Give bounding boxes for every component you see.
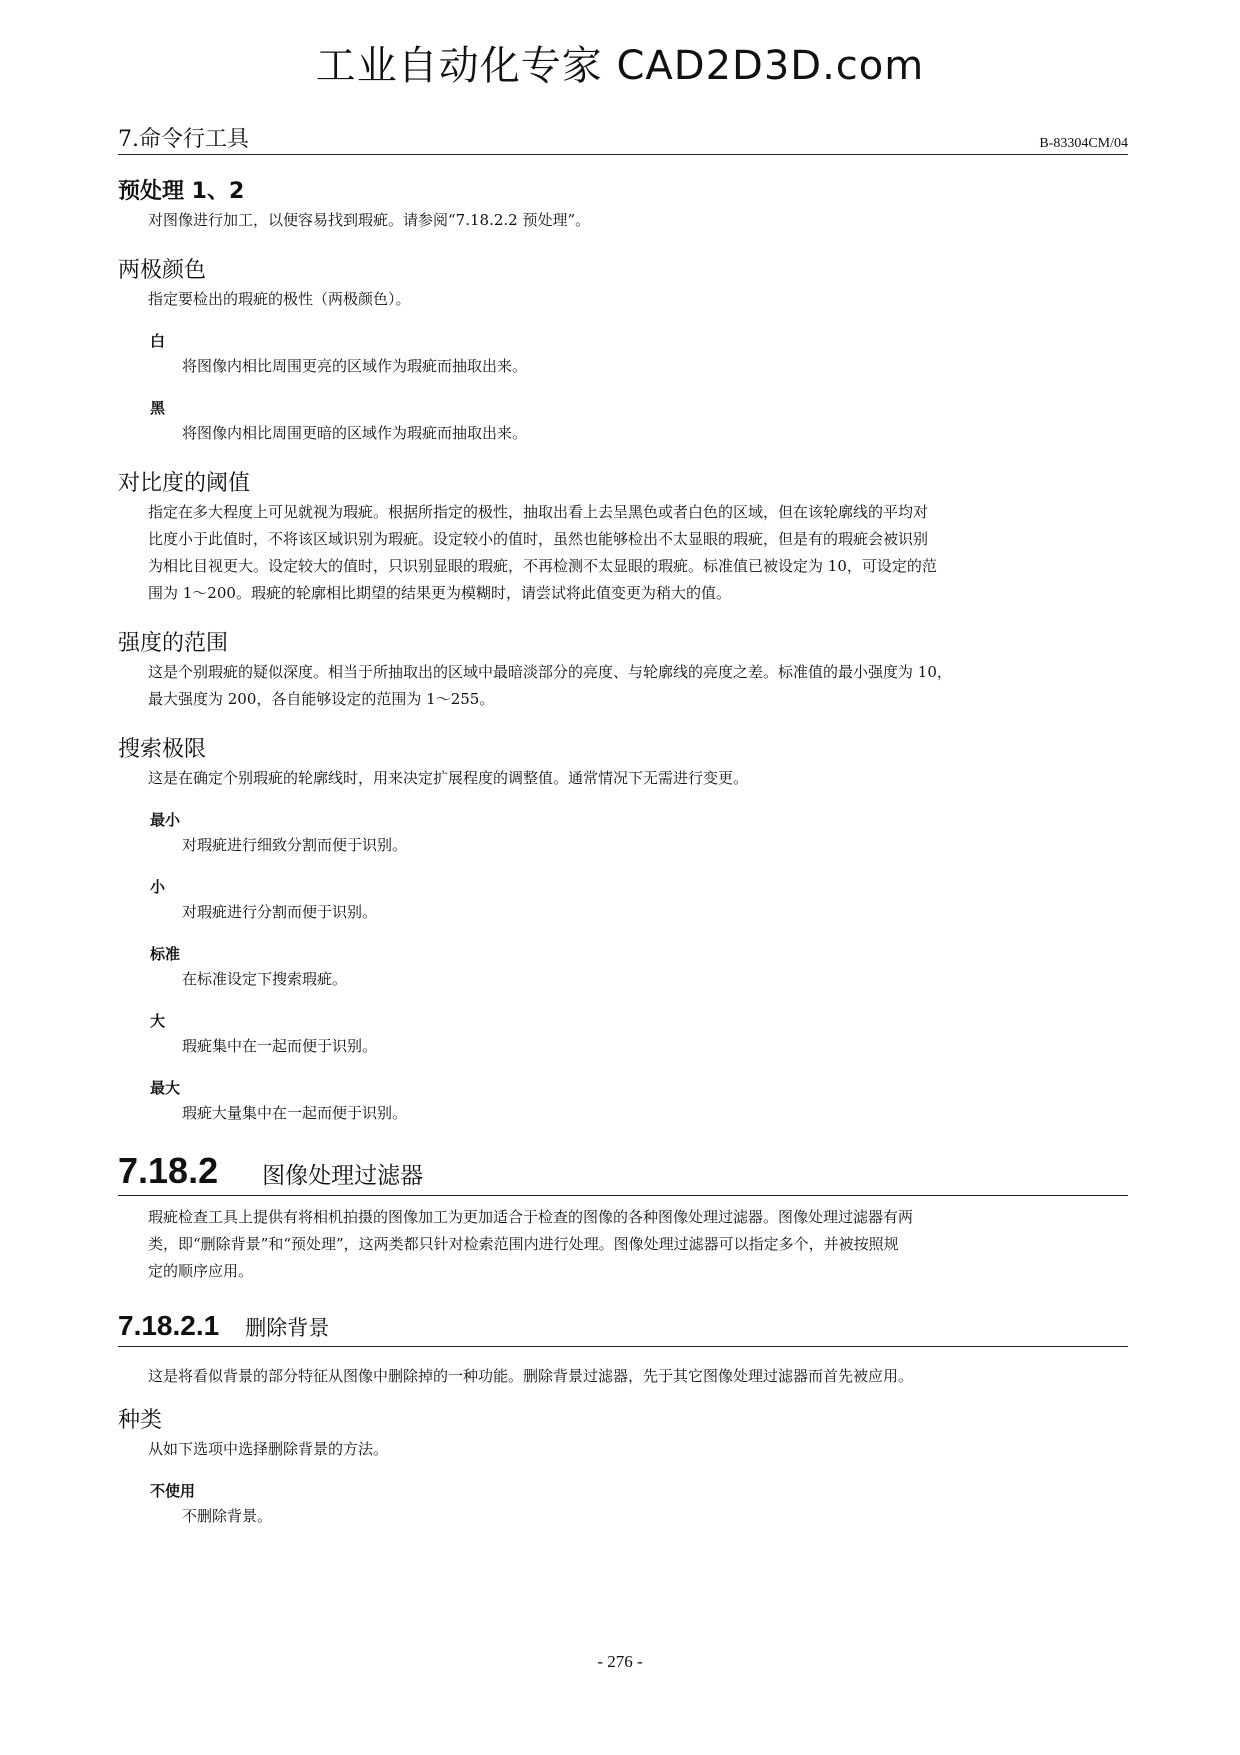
polarity-text: 指定要检出的瑕疵的极性（两极颜色）。: [148, 290, 411, 308]
section-heading: [118, 1149, 1128, 1196]
search-limit-option-text: 在标准设定下搜索瑕疵。: [182, 970, 348, 988]
contrast-block: [118, 469, 1128, 607]
search-limit-option-text: 对瑕疵进行分割而便于识别。: [182, 903, 378, 921]
search-limit-heading: 搜索极限: [118, 737, 207, 762]
contrast-line: 围为 1～200。瑕疵的轮廓相比期望的结果更为模糊时，请尝试将此值变更为稍大的值。: [148, 584, 731, 602]
polarity-heading: 两极颜色: [118, 258, 207, 283]
section-number: 7.18.2: [118, 1150, 219, 1191]
document-number: B-83304CM/04: [1039, 136, 1128, 151]
polarity-option-text: 将图像内相比周围更暗的区域作为瑕疵而抽取出来。: [182, 424, 528, 442]
contrast-line: 为相比目视更大。设定较大的值时，只识别显眼的瑕疵，不再检测不太显眼的瑕疵。标准值已被设定为 10，可设定的范: [148, 557, 937, 575]
page-number: - 276 -: [597, 1652, 643, 1671]
preprocess-text: 对图像进行加工，以便容易找到瑕疵。请参阅“7.18.2.2 预处理”。: [148, 211, 591, 229]
chapter-title: 7.命令行工具: [118, 127, 249, 152]
kind-option-label: 不使用: [150, 1482, 196, 1500]
strength-line: 最大强度为 200，各自能够设定的范围为 1～255。: [148, 690, 495, 708]
strength-heading: 强度的范围: [118, 631, 229, 656]
search-limit-option-text: 对瑕疵进行细致分割而便于识别。: [182, 836, 408, 854]
kind-text: 从如下选项中选择删除背景的方法。: [148, 1440, 389, 1458]
preprocess-block: [118, 177, 1128, 234]
section-7-18-2: [118, 1149, 1128, 1285]
search-limit-option-label: 大: [150, 1012, 166, 1030]
search-limit-option-text: 瑕疵大量集中在一起而便于识别。: [182, 1104, 408, 1122]
subsection-heading: [118, 1307, 1128, 1347]
search-limit-option-text: 瑕疵集中在一起而便于识别。: [182, 1037, 378, 1055]
watermark-text: 工业自动化专家 CAD2D3D.com: [315, 43, 925, 89]
search-limit-option-label: 最大: [150, 1079, 181, 1097]
preprocess-heading: 预处理 1、2: [118, 179, 245, 204]
polarity-option-label: 黑: [150, 399, 166, 417]
contrast-line: 指定在多大程度上可见就视为瑕疵。根据所指定的极性，抽取出看上去呈黑色或者白色的区域，但在该轮廓线的平均对: [148, 503, 929, 521]
kind-heading: 种类: [118, 1408, 163, 1433]
contrast-heading: 对比度的阈值: [118, 471, 251, 496]
document-page: [118, 126, 1128, 1530]
kind-option-text: 不删除背景。: [182, 1507, 273, 1525]
contrast-line: 比度小于此值时，不将该区域识别为瑕疵。设定较小的值时，虽然也能够检出不太显眼的瑕疵，但是有的瑕疵会被识别: [148, 530, 929, 548]
search-limit-text: 这是在确定个别瑕疵的轮廓线时，用来决定扩展程度的调整值。通常情况下无需进行变更。: [148, 769, 749, 787]
strength-block: [118, 629, 1128, 713]
polarity-option-text: 将图像内相比周围更亮的区域作为瑕疵而抽取出来。: [182, 357, 528, 375]
polarity-option-label: 白: [150, 332, 166, 350]
section-body-line: 类，即“删除背景”和“预处理”，这两类都只针对检索范围内进行处理。图像处理过滤器可以指定多个，并被按照规: [148, 1235, 899, 1253]
search-limit-block: [118, 735, 1128, 1127]
subsection-number: 7.18.2.1: [118, 1310, 220, 1341]
search-limit-option-label: 最小: [150, 811, 181, 829]
strength-line: 这是个别瑕疵的疑似深度。相当于所抽取出的区域中最暗淡部分的亮度、与轮廓线的亮度之差。标准值的最小强度为 10，: [148, 663, 952, 681]
section-7-18-2-1: [118, 1307, 1128, 1530]
section-body-line: 瑕疵检查工具上提供有将相机拍摄的图像加工为更加适合于检查的图像的各种图像处理过滤器。图像处理过滤器有两: [148, 1208, 914, 1226]
polarity-block: [118, 256, 1128, 447]
subsection-title: 删除背景: [245, 1316, 330, 1340]
running-header: [118, 126, 1128, 155]
section-body-line: 定的顺序应用。: [148, 1262, 254, 1280]
section-title: 图像处理过滤器: [262, 1163, 424, 1189]
subsection-body: 这是将看似背景的部分特征从图像中删除掉的一种功能。删除背景过滤器，先于其它图像处理过滤器而首先被应用。: [148, 1367, 914, 1385]
search-limit-option-label: 标准: [150, 945, 181, 963]
search-limit-option-label: 小: [150, 878, 166, 896]
